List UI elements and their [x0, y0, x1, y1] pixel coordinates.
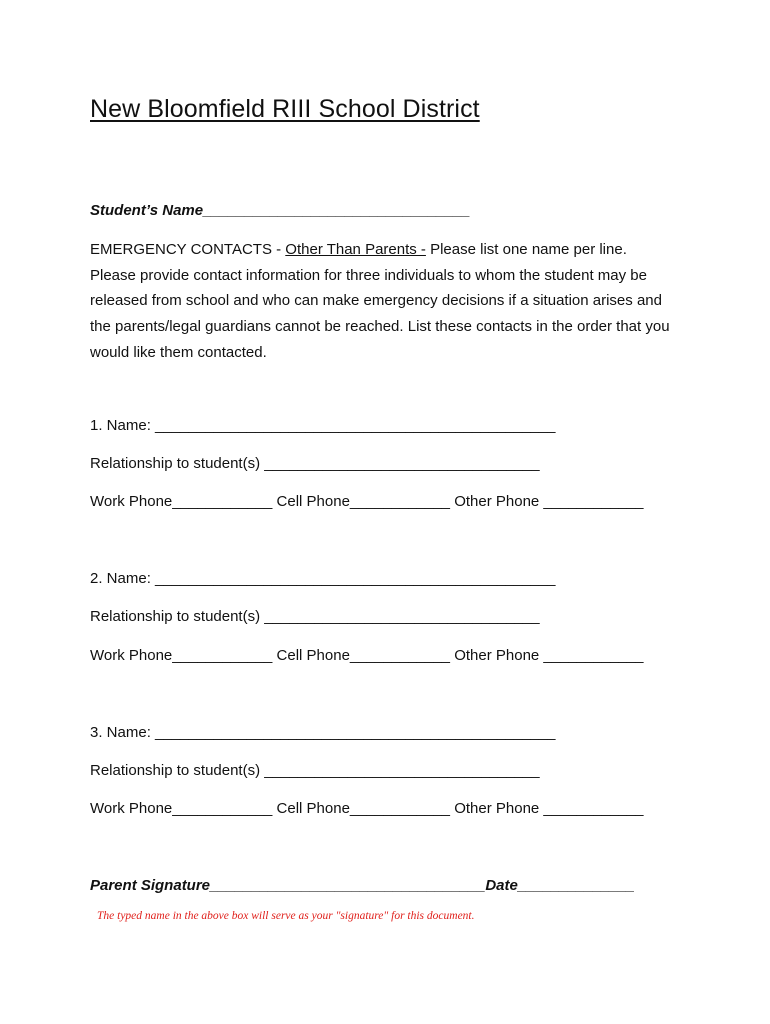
instructions-paragraph: [90, 237, 670, 366]
contact-3-name-field[interactable]: 3. Name: ________________________________________________: [90, 724, 556, 741]
instructions-rest: Please list one name per line. Please provide contact information for three individuals to whom the student may be released from school and who can make emergency decisions if a situation arises and the parents/legal guardians cannot be reached. List these contacts in the order that you would like them contacted.: [90, 241, 670, 361]
contact-1-relationship-field[interactable]: Relationship to student(s) _________________________________: [90, 455, 540, 472]
signature-note: The typed name in the above box will serve as your "signature" for this document.: [97, 910, 475, 922]
contact-2-name-field[interactable]: 2. Name: ________________________________________________: [90, 570, 556, 587]
contact-2-phone-fields[interactable]: Work Phone____________ Cell Phone____________ Other Phone ____________: [90, 647, 644, 664]
instructions-prefix: EMERGENCY CONTACTS -: [90, 241, 286, 258]
student-name-field[interactable]: Student’s Name________________________________: [90, 202, 471, 219]
contact-1-name-field[interactable]: 1. Name: ________________________________________________: [90, 417, 556, 434]
contact-2-relationship-field[interactable]: Relationship to student(s) _________________________________: [90, 608, 540, 625]
contact-3-relationship-field[interactable]: Relationship to student(s) _________________________________: [90, 762, 540, 779]
contact-3-phone-fields[interactable]: Work Phone____________ Cell Phone____________ Other Phone ____________: [90, 800, 644, 817]
contact-1-phone-fields[interactable]: Work Phone____________ Cell Phone____________ Other Phone ____________: [90, 493, 644, 510]
parent-signature-field[interactable]: Parent Signature_________________________________Date______________: [90, 877, 635, 894]
page-title: New Bloomfield RIII School District: [90, 95, 480, 123]
instructions-underlined: Other Than Parents -: [285, 241, 426, 258]
